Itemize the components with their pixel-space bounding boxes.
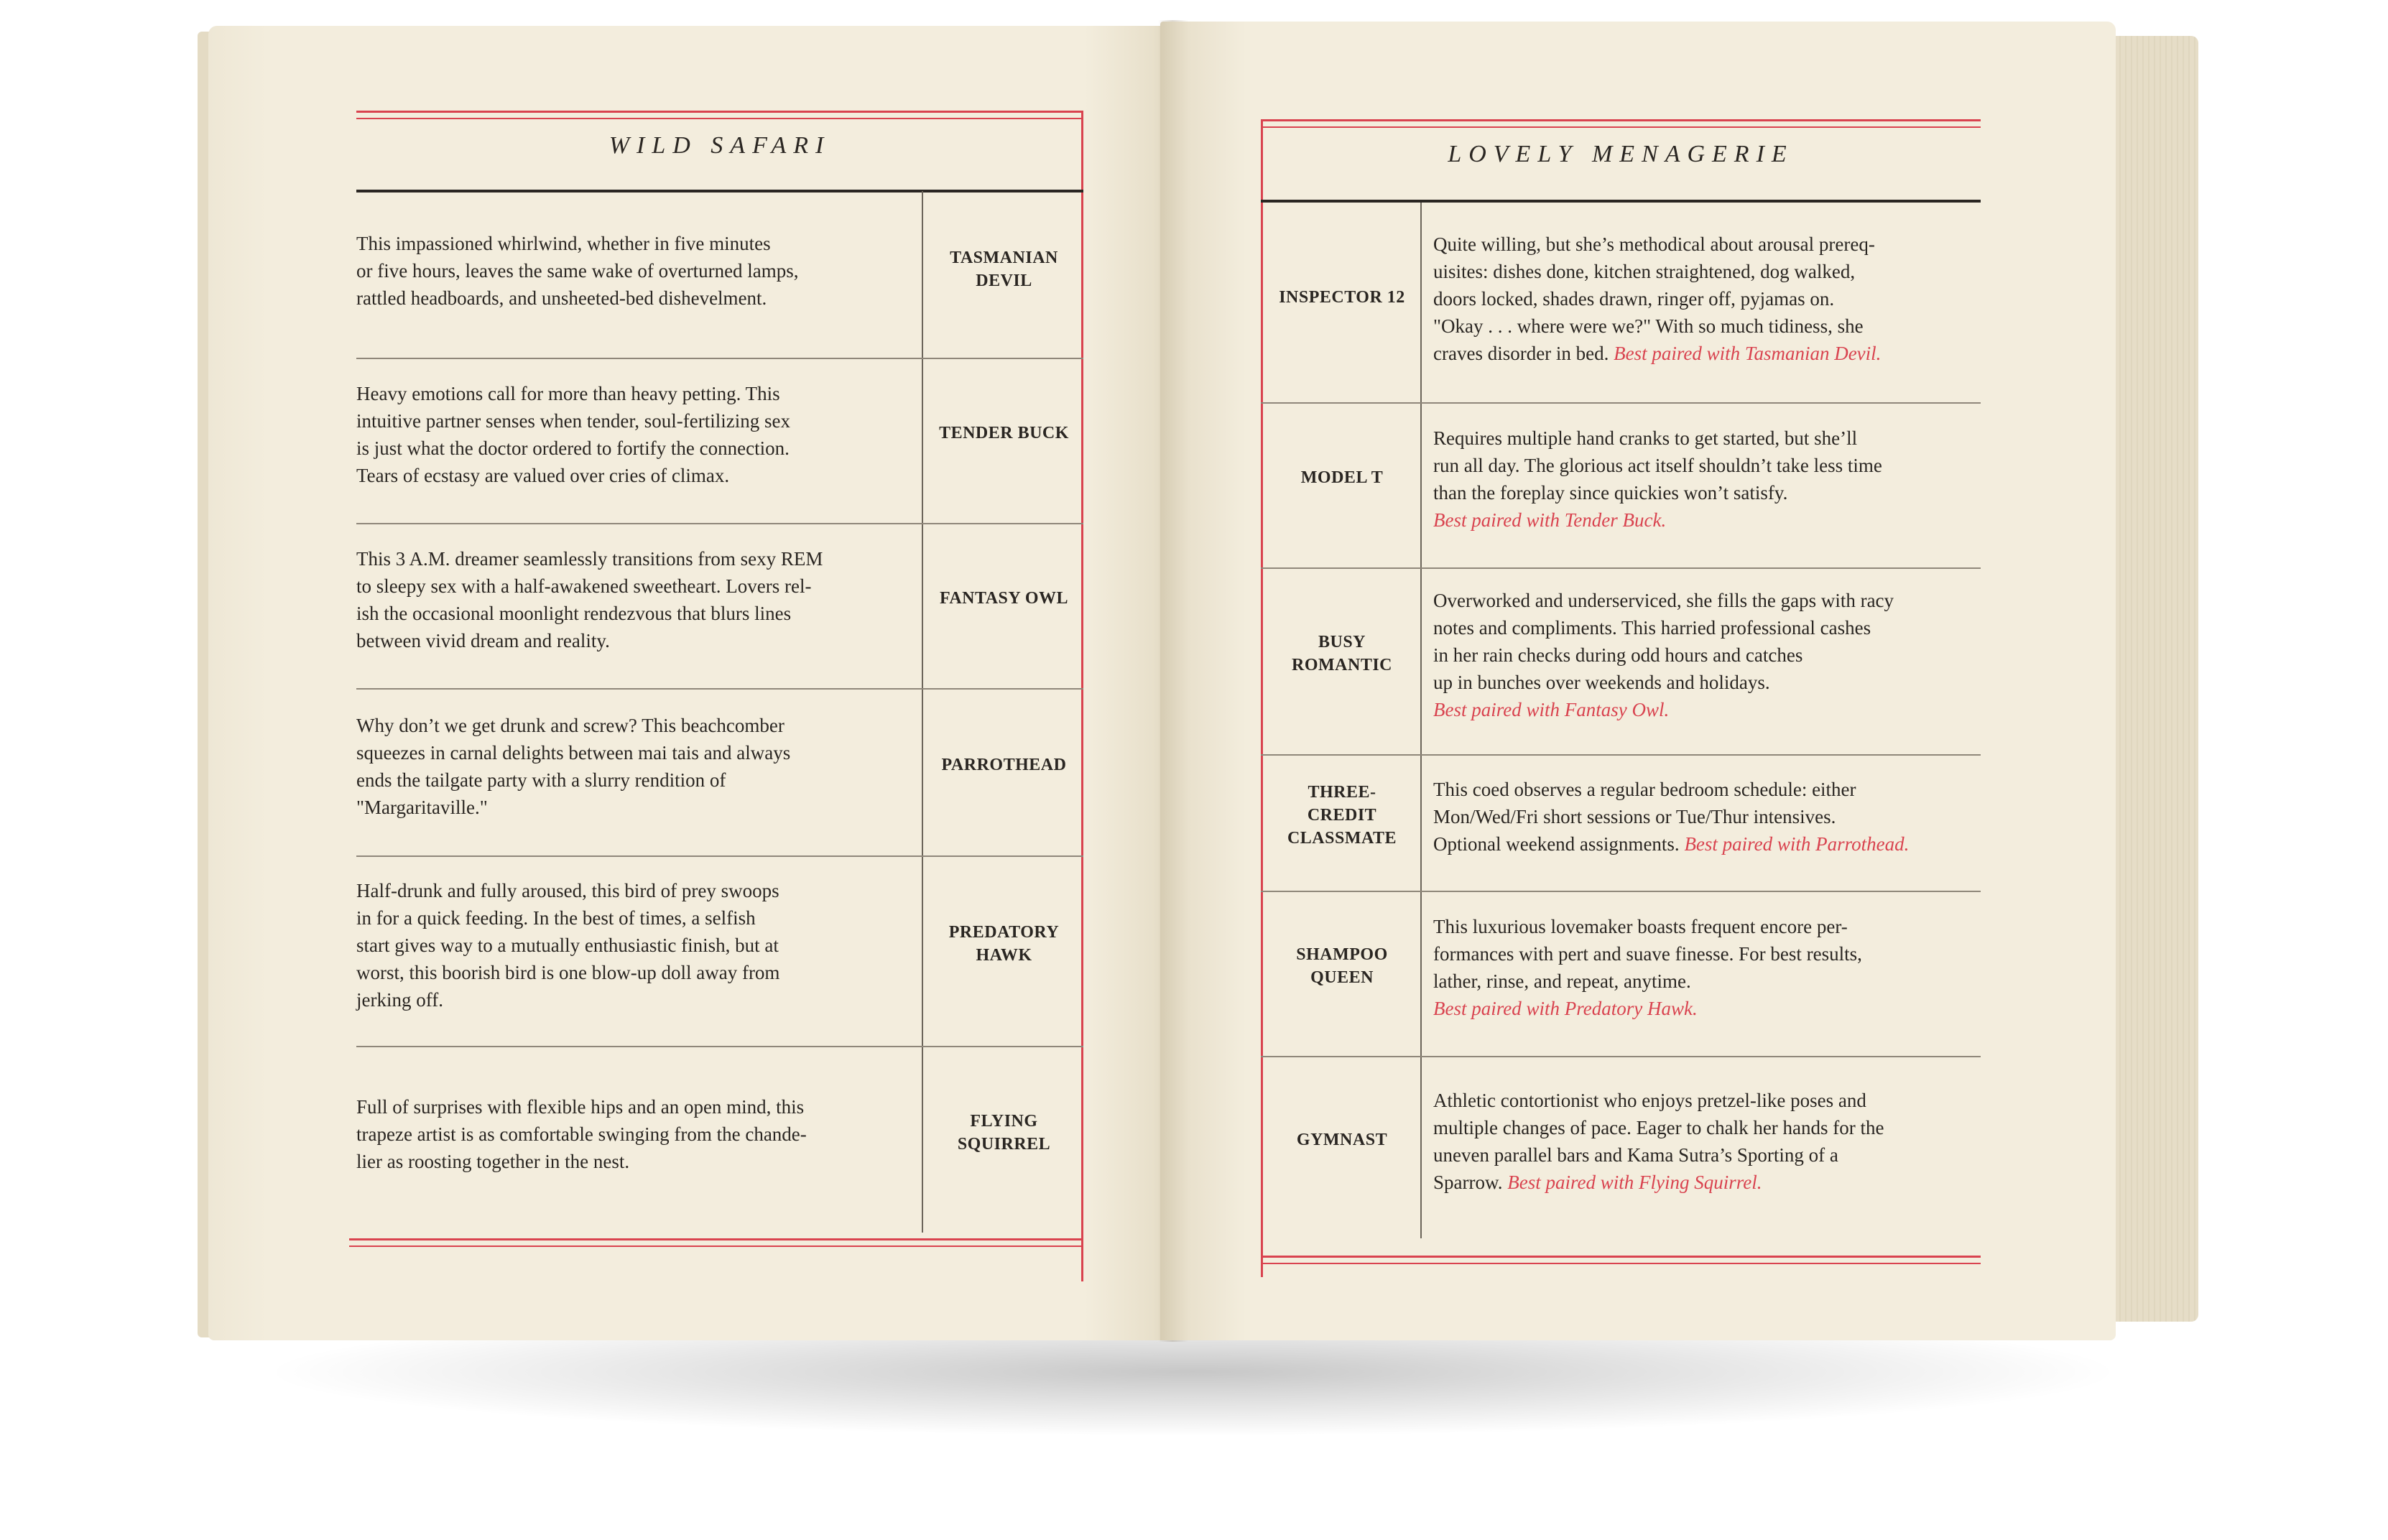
row-label xyxy=(1265,781,1419,850)
row-label-line: CREDIT xyxy=(1307,806,1377,825)
row-description xyxy=(1433,913,1979,1022)
description-text: run all day. The glorious act itself shouldn’t take less time xyxy=(1433,455,1882,476)
description-line xyxy=(1433,1087,1979,1114)
description-line xyxy=(1433,940,1979,968)
title-underline xyxy=(1261,200,1981,203)
description-line xyxy=(1433,803,1979,830)
description-text: Sparrow. xyxy=(1433,1172,1508,1193)
description-line xyxy=(1433,669,1979,696)
row-label-line: SHAMPOO xyxy=(1296,945,1388,964)
row-label-line: HAWK xyxy=(976,945,1032,965)
description-line xyxy=(1433,425,1979,452)
description-line xyxy=(1433,312,1979,340)
pairing-note: Best paired with Tasmanian Devil. xyxy=(1614,343,1882,364)
description-line xyxy=(356,230,910,257)
description-text: uisites: dishes done, kitchen straightened, dog walked, xyxy=(1433,261,1856,282)
description-text: Athletic contortionist who enjoys pretzel-like poses and xyxy=(1433,1090,1866,1111)
description-line xyxy=(356,462,910,489)
description-text: Full of surprises with flexible hips and an open mind, this xyxy=(356,1096,805,1118)
top-red-rule-inner xyxy=(1261,126,1981,128)
description-line xyxy=(356,572,910,600)
description-line xyxy=(1433,452,1979,479)
row-divider xyxy=(356,358,1083,359)
description-text: in for a quick feeding. In the best of times, a selfish xyxy=(356,906,756,929)
row-description xyxy=(356,1093,910,1175)
description-text: This 3 A.M. dreamer seamlessly transitions from sexy REM xyxy=(356,548,823,570)
description-text: Why don’t we get drunk and screw? This beachcomber xyxy=(356,714,785,736)
description-text: trapeze artist is as comfortable swinging from the chande- xyxy=(356,1123,807,1145)
right-red-border xyxy=(1081,111,1083,1281)
title-underline xyxy=(356,190,1083,192)
row-label xyxy=(927,753,1081,776)
description-text: Half-drunk and fully aroused, this bird of prey swoops xyxy=(356,879,779,901)
row-divider xyxy=(1261,567,1981,569)
row-label-line: FLYING xyxy=(970,1112,1038,1131)
row-label-line: GYMNAST xyxy=(1296,1131,1388,1149)
row-divider xyxy=(1261,1056,1981,1057)
description-text: Optional weekend assignments. xyxy=(1433,833,1685,855)
description-text: start gives way to a mutually enthusiastic finish, but at xyxy=(356,934,779,956)
description-text: lather, rinse, and repeat, anytime. xyxy=(1433,970,1691,992)
description-line xyxy=(356,877,910,904)
row-label-line: ROMANTIC xyxy=(1292,656,1392,674)
description-line xyxy=(1433,231,1979,258)
description-line xyxy=(1433,696,1979,723)
row-description xyxy=(356,712,910,821)
row-label-line: FANTASY OWL xyxy=(939,589,1069,608)
description-line xyxy=(356,932,910,959)
row-divider xyxy=(356,855,1083,857)
left-red-border xyxy=(1261,119,1263,1277)
pairing-note: Best paired with Fantasy Owl. xyxy=(1433,699,1670,720)
description-line xyxy=(1433,506,1979,534)
description-text: ends the tailgate party with a slurry rendition of xyxy=(356,769,726,791)
bottom-red-rule xyxy=(349,1238,1083,1240)
description-line xyxy=(1433,641,1979,669)
description-line xyxy=(356,1148,910,1175)
top-red-rule-inner xyxy=(356,118,1083,119)
row-label-line: TASMANIAN xyxy=(950,248,1058,267)
row-label-line: PARROTHEAD xyxy=(941,755,1067,774)
description-text: This impassioned whirlwind, whether in five minutes xyxy=(356,232,771,254)
description-text: is just what the doctor ordered to fortify the connection. xyxy=(356,437,790,459)
row-label xyxy=(927,921,1081,967)
description-text: worst, this boorish bird is one blow-up doll away from xyxy=(356,961,780,983)
top-red-rule xyxy=(1261,119,1981,121)
left-page xyxy=(208,26,1182,1340)
description-text: rattled headboards, and unsheeted-bed dishevelment. xyxy=(356,287,767,309)
description-line xyxy=(356,712,910,739)
row-label-line: SQUIRREL xyxy=(957,1135,1051,1154)
description-text: notes and compliments. This harried professional cashes xyxy=(1433,617,1871,639)
bottom-red-rule xyxy=(1261,1256,1981,1258)
row-divider xyxy=(356,688,1083,690)
description-line xyxy=(356,794,910,821)
row-label xyxy=(1265,943,1419,989)
description-line xyxy=(1433,1114,1979,1141)
row-description xyxy=(356,545,910,654)
description-text: "Margaritaville." xyxy=(356,796,488,818)
row-label xyxy=(927,422,1081,445)
description-line xyxy=(356,435,910,462)
row-label xyxy=(1265,466,1419,489)
row-label xyxy=(1265,286,1419,309)
description-line xyxy=(1433,340,1979,367)
bottom-red-rule-inner xyxy=(1261,1263,1981,1264)
description-text: craves disorder in bed. xyxy=(1433,343,1614,364)
description-line xyxy=(356,380,910,407)
description-text: than the foreplay since quickies won’t satisfy. xyxy=(1433,482,1788,504)
pairing-note: Best paired with Parrothead. xyxy=(1684,833,1910,855)
page-title: WILD SAFARI xyxy=(608,132,831,159)
description-line xyxy=(356,1093,910,1121)
row-label-line: CLASSMATE xyxy=(1287,829,1397,848)
description-line xyxy=(1433,614,1979,641)
description-line xyxy=(1433,258,1979,285)
row-label xyxy=(1265,1128,1419,1151)
column-divider xyxy=(1420,203,1422,1238)
description-line xyxy=(356,739,910,766)
description-text: between vivid dream and reality. xyxy=(356,630,610,651)
description-line xyxy=(356,904,910,932)
row-label-line: THREE- xyxy=(1308,783,1376,802)
description-text: Overworked and underserviced, she fills the gaps with racy xyxy=(1433,590,1894,611)
row-label-line: QUEEN xyxy=(1310,968,1374,987)
description-text: Heavy emotions call for more than heavy petting. This xyxy=(356,383,780,404)
description-text: "Okay . . . where were we?" With so much tidiness, she xyxy=(1433,315,1864,337)
row-divider xyxy=(356,1046,1083,1047)
description-text: This luxurious lovemaker boasts frequent encore per- xyxy=(1433,916,1848,937)
description-line xyxy=(1433,968,1979,995)
row-label-line: DEVIL xyxy=(976,271,1032,290)
top-red-rule xyxy=(356,111,1083,113)
row-description xyxy=(1433,1087,1979,1196)
description-line xyxy=(356,986,910,1013)
row-divider xyxy=(1261,754,1981,756)
row-label xyxy=(927,587,1081,610)
description-text: doors locked, shades drawn, ringer off, pyjamas on. xyxy=(1433,288,1835,310)
description-text: intuitive partner senses when tender, soul-fertilizing sex xyxy=(356,410,790,432)
pairing-note: Best paired with Tender Buck. xyxy=(1433,509,1667,531)
row-label-line: PREDATORY xyxy=(948,922,1060,942)
pairing-note: Best paired with Predatory Hawk. xyxy=(1433,998,1698,1019)
row-divider xyxy=(1261,402,1981,404)
row-divider xyxy=(1261,891,1981,892)
pairing-note: Best paired with Flying Squirrel. xyxy=(1507,1172,1762,1193)
description-line xyxy=(356,284,910,312)
row-divider xyxy=(356,523,1083,524)
description-text: ish the occasional moonlight rendezvous that blurs lines xyxy=(356,603,792,624)
description-line xyxy=(1433,1169,1979,1196)
row-description xyxy=(1433,425,1979,534)
description-text: Mon/Wed/Fri short sessions or Tue/Thur intensives. xyxy=(1433,806,1836,827)
row-description xyxy=(356,877,910,1013)
row-label xyxy=(927,1110,1081,1156)
description-text: This coed observes a regular bedroom schedule: either xyxy=(1433,779,1856,800)
description-line xyxy=(1433,285,1979,312)
description-line xyxy=(356,600,910,627)
description-line xyxy=(1433,1141,1979,1169)
description-line xyxy=(356,766,910,794)
row-label xyxy=(927,246,1081,292)
description-line xyxy=(356,257,910,284)
column-divider xyxy=(922,191,923,1233)
bottom-red-rule-inner xyxy=(349,1246,1083,1247)
description-line xyxy=(1433,830,1979,858)
description-text: Quite willing, but she’s methodical about arousal prereq- xyxy=(1433,233,1875,255)
description-text: or five hours, leaves the same wake of overturned lamps, xyxy=(356,259,799,282)
row-description xyxy=(1433,231,1979,367)
description-line xyxy=(356,545,910,572)
row-label-line: MODEL T xyxy=(1300,468,1384,487)
description-line xyxy=(1433,587,1979,614)
description-text: formances with pert and suave finesse. For best results, xyxy=(1433,943,1862,965)
description-text: in her rain checks during odd hours and catches xyxy=(1433,644,1803,666)
description-line xyxy=(356,407,910,435)
right-page xyxy=(1160,22,2116,1340)
description-line xyxy=(356,959,910,986)
description-line xyxy=(1433,913,1979,940)
description-text: Tears of ecstasy are valued over cries of climax. xyxy=(356,465,730,486)
description-line xyxy=(1433,776,1979,803)
description-text: squeezes in carnal delights between mai tais and always xyxy=(356,741,791,764)
description-text: lier as roosting together in the nest. xyxy=(356,1151,630,1172)
description-line xyxy=(1433,479,1979,506)
page-title: LOVELY MENAGERIE xyxy=(1448,141,1794,167)
description-text: to sleepy sex with a half-awakened sweetheart. Lovers rel- xyxy=(356,575,812,597)
description-line xyxy=(356,1121,910,1148)
row-description xyxy=(356,380,910,489)
row-description xyxy=(1433,776,1979,858)
row-label-line: TENDER BUCK xyxy=(939,424,1069,442)
row-label-line: INSPECTOR 12 xyxy=(1279,288,1405,307)
row-description xyxy=(1433,587,1979,723)
description-text: uneven parallel bars and Kama Sutra’s Sporting of a xyxy=(1433,1144,1838,1166)
description-text: jerking off. xyxy=(356,988,443,1011)
description-line xyxy=(356,627,910,654)
description-text: up in bunches over weekends and holidays. xyxy=(1433,672,1770,693)
description-text: multiple changes of pace. Eager to chalk her hands for the xyxy=(1433,1117,1884,1138)
row-description xyxy=(356,230,910,312)
row-label xyxy=(1265,631,1419,677)
row-label-line: BUSY xyxy=(1318,633,1366,651)
description-line xyxy=(1433,995,1979,1022)
description-text: Requires multiple hand cranks to get started, but she’ll xyxy=(1433,427,1858,449)
